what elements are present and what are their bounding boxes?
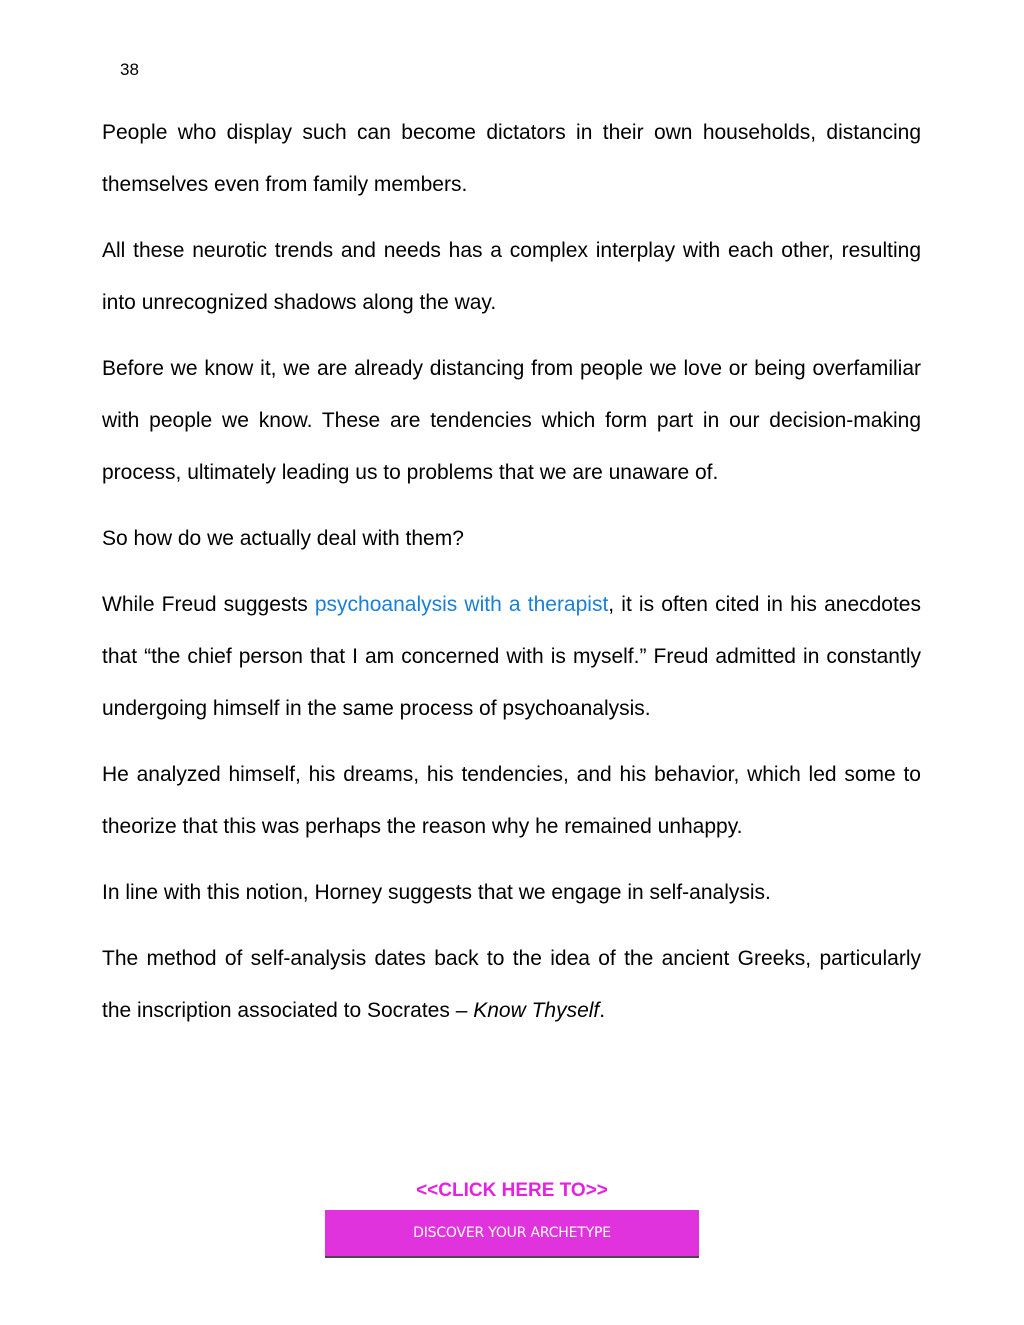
body-text	[102, 107, 921, 1051]
paragraph-text-after-italic: .	[599, 999, 606, 1022]
paragraph: All these neurotic trends and needs has a complex interplay with each other, resulting into unrecognized shadows along the way.	[102, 239, 921, 314]
page-number: 38	[120, 60, 139, 79]
paragraph: Before we know it, we are already distancing from people we love or being overfamiliar with people we know. These are tendencies which form part in our decision-making process, ultimately leading us to problems that we are unaware of.	[102, 357, 921, 484]
paragraph: He analyzed himself, his dreams, his tendencies, and his behavior, which led some to theorize that this was perhaps the reason why he remained unhappy.	[102, 763, 921, 838]
cta-button-text: DISCOVER YOUR ARCHETYPE	[413, 1224, 611, 1241]
psychoanalysis-link[interactable]: psychoanalysis with a therapist	[314, 593, 609, 616]
italic-phrase: Know Thyself	[473, 999, 600, 1022]
paragraph-text-before-italic: The method of self-analysis dates back to the idea of the ancient Greeks, particularly the inscription associated to Socrates –	[102, 947, 921, 1022]
paragraph-text-before-link: While Freud suggests	[102, 593, 315, 616]
paragraph-with-italic	[102, 933, 921, 1037]
paragraph: In line with this notion, Horney suggests that we engage in self-analysis.	[102, 881, 771, 904]
paragraph-with-link	[102, 579, 921, 735]
paragraph: So how do we actually deal with them?	[102, 527, 464, 550]
paragraph-text-after-link: , it is often cited in his anecdotes that “the chief person that I am concerned with is myself.” Freud admitted in constantly undergoing himself in the same process of psychoanalysis.	[102, 593, 921, 720]
paragraph: People who display such can become dictators in their own households, distancing themselves even from family members.	[102, 121, 921, 196]
cta-label[interactable]: <<CLICK HERE TO>>	[416, 1180, 608, 1201]
discover-archetype-button[interactable]	[325, 1210, 699, 1258]
